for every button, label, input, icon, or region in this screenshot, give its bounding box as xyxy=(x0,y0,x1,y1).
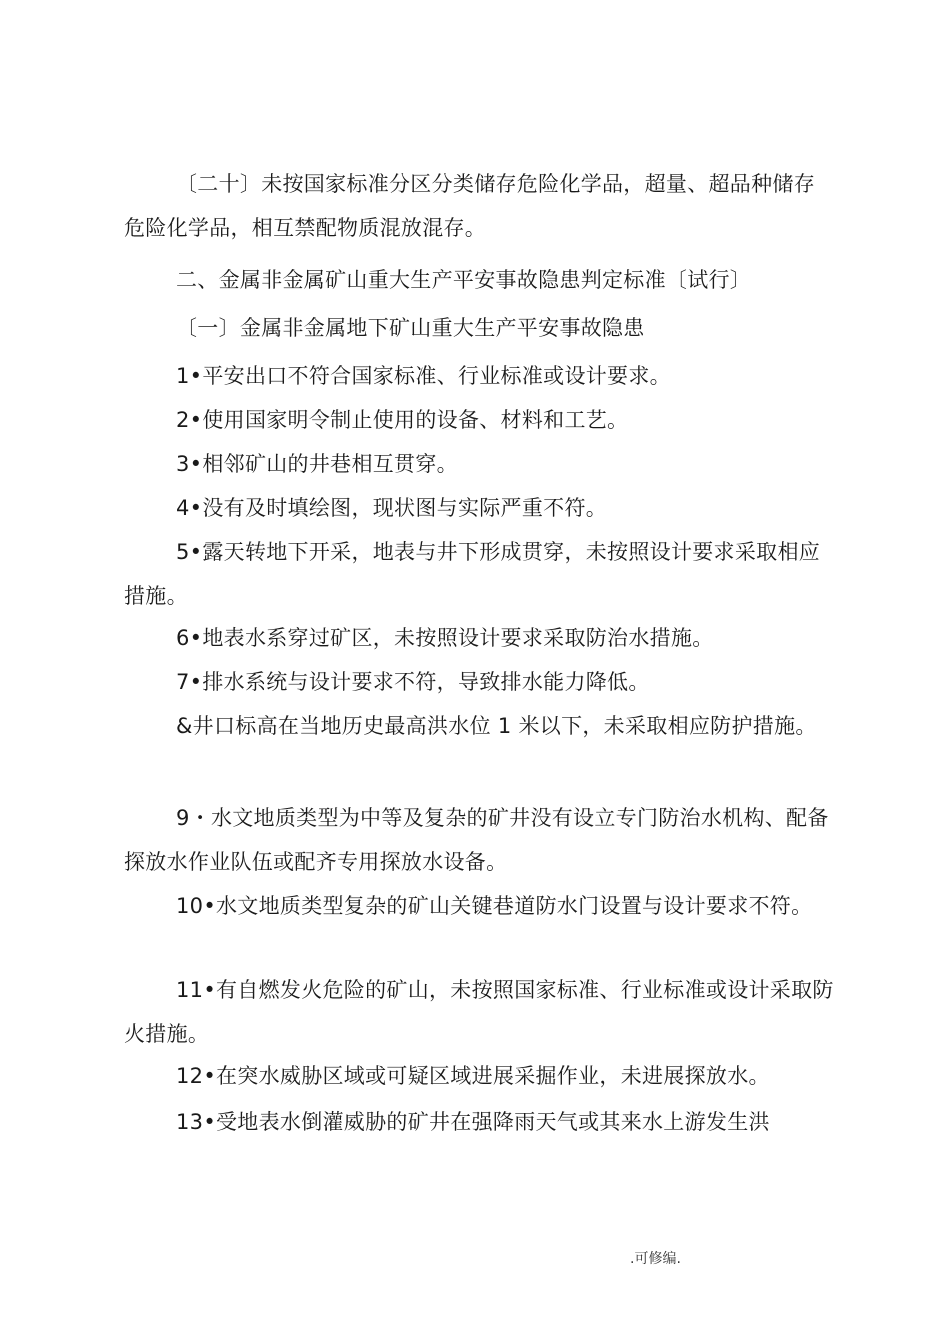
list-item-8: &井口标高在当地历史最高洪水位 1 米以下，未采取相应防护措施。 xyxy=(176,714,817,738)
subsection-heading: 〔一〕金属非金属地下矿山重大生产平安事故隐患 xyxy=(176,316,645,340)
section-heading: 二、金属非金属矿山重大生产平安事故隐患判定标准〔试行〕 xyxy=(176,268,752,292)
list-item-10: 10•水文地质类型复杂的矿山关键巷道防水门设置与设计要求不符。 xyxy=(176,894,813,918)
list-item-4: 4•没有及时填绘图，现状图与实际严重不符。 xyxy=(176,496,608,520)
list-item-1: 1•平安出口不符合国家标准、行业标准或设计要求。 xyxy=(176,364,671,388)
page-footer: .可修编. xyxy=(630,1251,681,1267)
list-item-9: 9・水文地质类型为中等及复杂的矿井没有设立专门防治水机构、配备探放水作业队伍或配齐专用探放水设备。 xyxy=(124,806,829,874)
list-item-11: 11•有自燃发火危险的矿山，未按照国家标准、行业标准或设计采取防火措施。 xyxy=(124,978,834,1046)
list-item-2: 2•使用国家明令制止使用的设备、材料和工艺。 xyxy=(176,408,629,432)
list-item-7: 7•排水系统与设计要求不符，导致排水能力降低。 xyxy=(176,670,650,694)
list-item-3: 3•相邻矿山的井巷相互贯穿。 xyxy=(176,452,458,476)
list-item-13: 13•受地表水倒灌威胁的矿井在强降雨天气或其来水上游发生洪 xyxy=(176,1110,770,1134)
list-item-6: 6•地表水系穿过矿区，未按照设计要求采取防治水措施。 xyxy=(176,626,714,650)
list-item-5: 5•露天转地下开采，地表与井下形成贯穿，未按照设计要求采取相应措施。 xyxy=(124,540,821,608)
list-item-12: 12•在突水威胁区域或可疑区域进展采掘作业，未进展探放水。 xyxy=(176,1064,770,1088)
paragraph-item-20: 〔二十〕未按国家标准分区分类储存危险化学品，超量、超品种储存危险化学品，相互禁配物质混放混存。 xyxy=(124,172,815,240)
